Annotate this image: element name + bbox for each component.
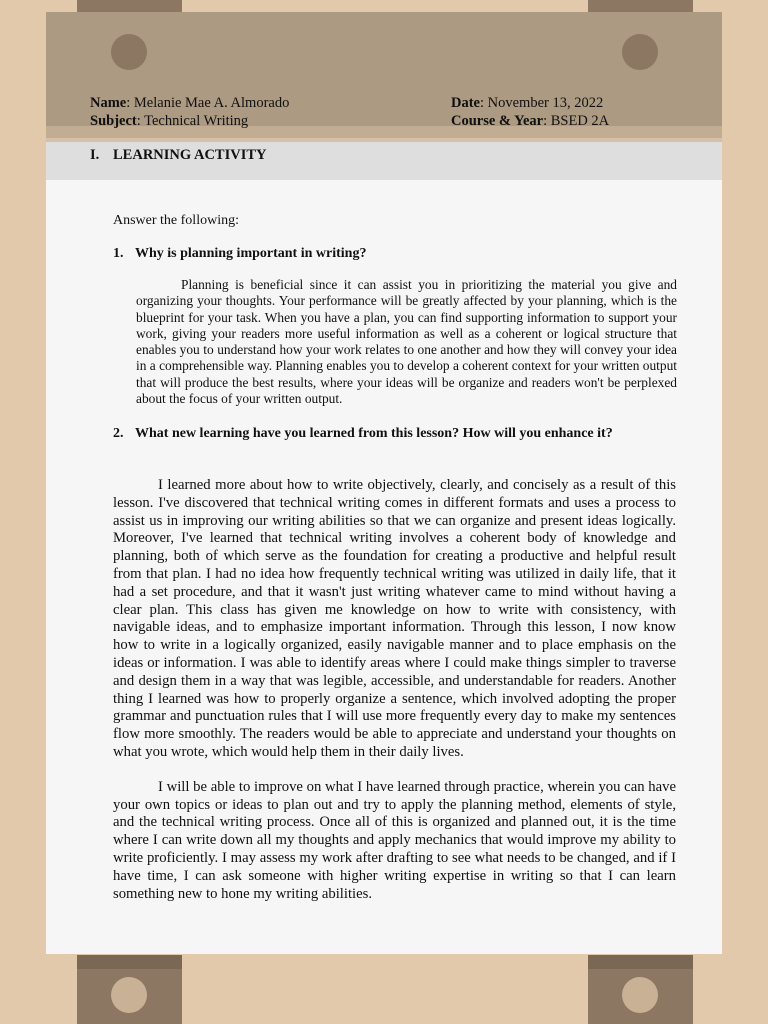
question-1-text: Why is planning important in writing? (135, 246, 367, 261)
binder-hole-bottom-right (622, 977, 658, 1013)
answer-2-paragraph-2: I will be able to improve on what I have learned through practice, wherein you can have your own topics or ideas to plan out and try to apply the planning method, elements of style, and the technical writing process. Once all of this is organized and planned out, it is the time where I can write down all my thoughts and apply mechanics that would improve my ability to write proficiently. I may assess my work after drafting to see what needs to be changed, and if I have time, I can ask someone with higher writing expertise in writing so that I can learn something new to hone my writing abilities. (113, 778, 676, 902)
document-sheet (46, 12, 722, 954)
subject-field (90, 112, 248, 130)
answer-1: Planning is beneficial since it can assist you in prioritizing the material you give and organizing your thoughts. Your performance will be greatly affected by your planning, which is the blueprint for your task. When you have a plan, you can find supporting information to support your work, giving your readers more useful information as well as a coherent or logical structure that enables you to understand how your work relates to one another and how they will convey your idea in a comprehensible way. Planning enables you to develop a coherent context for your written output that will produce the best results, where your ideas will be organize and readers won't be perplexed about the focus of your written output. (136, 277, 677, 407)
subject-label: Subject (90, 113, 137, 129)
binder-hole-bottom-left (111, 977, 147, 1013)
name-value: : Melanie Mae A. Almorado (126, 95, 290, 111)
question-2-number: 2. (113, 426, 124, 441)
section-title: LEARNING ACTIVITY (113, 147, 267, 163)
binder-hole-left (111, 34, 147, 70)
answer-2-paragraph-1: I learned more about how to write objectively, clearly, and concisely as a result of this lesson. I've discovered that technical writing comes in different formats and uses a process to assist us in improving our writing abilities so that we can organize and present ideas logically. Moreover, I've learned that technical writing involves a coherent body of knowledge and planning, both of which serve as the foundation for creating a productive and helpful result from that plan. I had no idea how frequently technical writing was utilized in daily life, that it had a set procedure, and that it wasn't just writing whatever came to mind without having a clear plan. This class has given me knowledge on how to write with consistency, with navigable ideas, and to emphasize important information. Through this lesson, I now know how to write in a logically organized, easily navigable manner and to place emphasis on the ideas or information. I was able to identify areas where I could make things simpler to traverse and design them in a way that was legible, accessible, and understandable for readers. Another thing I learned was how to properly organize a sentence, which involved adopting the proper grammar and punctuation rules that I will use more frequently every day to make my sentences flow more smoothly. The readers would be able to appreciate and understand your thoughts on what you wrote, which would help them in their daily lives. (113, 477, 676, 760)
course-value: : BSED 2A (543, 113, 610, 129)
binder-hole-right (622, 34, 658, 70)
date-field (451, 94, 603, 112)
section-number: I. (90, 147, 100, 163)
question-1-number: 1. (113, 246, 124, 261)
question-1 (113, 245, 366, 263)
name-label: Name (90, 95, 127, 111)
course-field (451, 112, 609, 130)
answer-2 (113, 477, 676, 920)
date-label: Date (451, 95, 480, 111)
subject-value: : Technical Writing (136, 113, 249, 129)
question-2-text: What new learning have you learned from this lesson? How will you enhance it? (135, 426, 613, 441)
course-label: Course & Year (451, 113, 544, 129)
binder-tab-top-right (588, 0, 693, 12)
name-field (90, 94, 289, 112)
instructions: Answer the following: (113, 213, 239, 228)
section-heading (90, 146, 267, 164)
binder-tab-top-left (77, 0, 182, 12)
date-value: : November 13, 2022 (480, 95, 604, 111)
question-2 (113, 425, 613, 443)
